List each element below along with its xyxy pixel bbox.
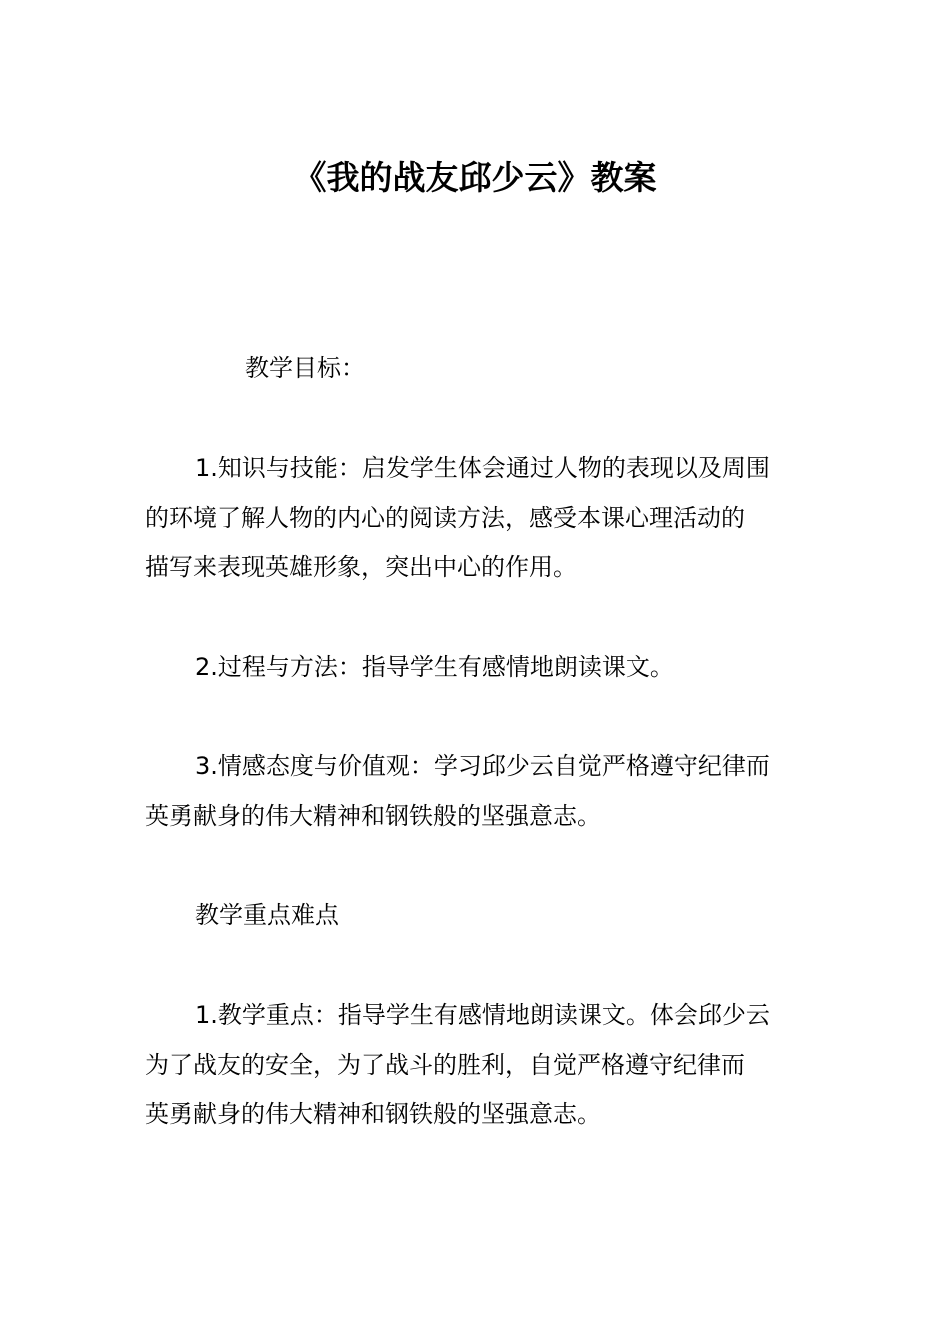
goal-3-line-2: 英勇献身的伟大精神和钢铁般的坚强意志。: [145, 802, 601, 830]
keypoint-1-line-2: 为了战友的安全，为了战斗的胜利，自觉严格遵守纪律而: [145, 1051, 745, 1079]
goal-1-line-3: 描写来表现英雄形象，突出中心的作用。: [145, 553, 577, 581]
goal-1-line-2: 的环境了解人物的内心的阅读方法，感受本课心理活动的: [145, 504, 745, 532]
document-title: 《我的战友邱少云》教案: [293, 158, 657, 197]
goals-heading: 教学目标：: [245, 354, 365, 382]
keypoints-heading: 教学重点难点: [195, 901, 339, 929]
goal-3-line-1: 3.情感态度与价值观：学习邱少云自觉严格遵守纪律而: [195, 752, 770, 780]
goal-1-line-1: 1.知识与技能：启发学生体会通过人物的表现以及周围: [195, 454, 770, 482]
keypoint-1-line-1: 1.教学重点：指导学生有感情地朗读课文。体会邱少云: [195, 1001, 770, 1029]
keypoint-1-line-3: 英勇献身的伟大精神和钢铁般的坚强意志。: [145, 1100, 601, 1128]
goal-2-line-1: 2.过程与方法：指导学生有感情地朗读课文。: [195, 653, 674, 681]
